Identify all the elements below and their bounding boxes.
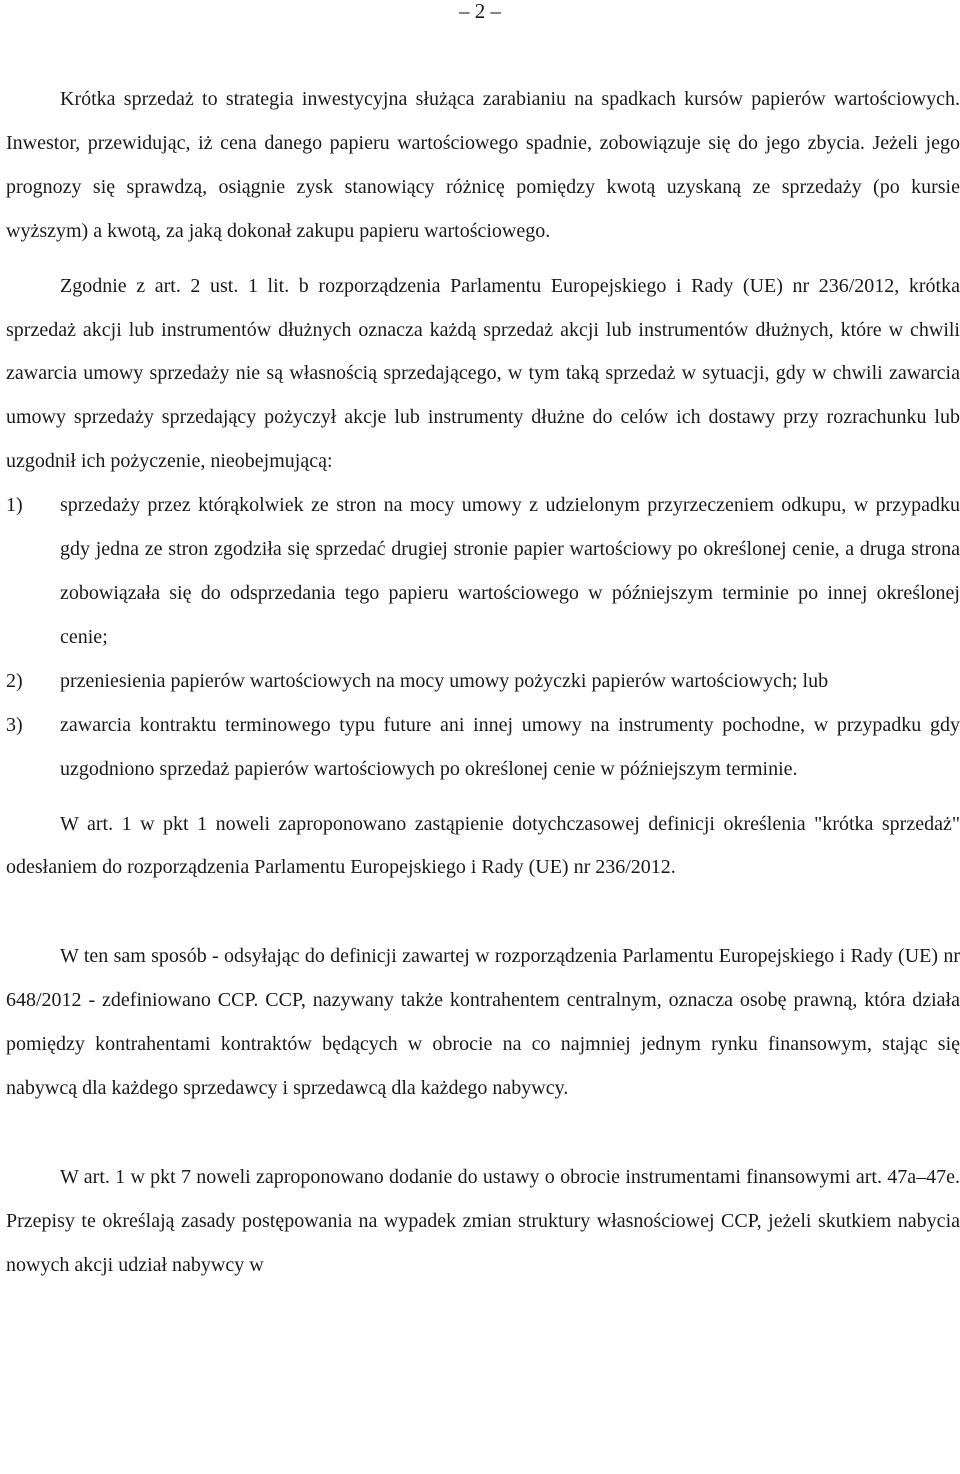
list-item	[6, 660, 960, 704]
paragraph-short-selling: Krótka sprzedaż to strategia inwestycyjna służąca zarabianiu na spadkach kursów papierów wartościowych. Inwestor, przewidując, iż cena danego papieru wartościowego spadnie, zobowiązuje się do jego zbycia. Jeżeli jego prognozy się sprawdzą, osiągnie zysk stanowiący różnicę pomiędzy kwotą uzyskaną ze sprzedaży (po kursie wyższym) a kwotą, za jaką dokonał zakupu papieru wartościowego.	[6, 88, 960, 242]
paragraph-regulation-definition: Zgodnie z art. 2 ust. 1 lit. b rozporządzenia Parlamentu Europejskiego i Rady (UE) nr 236/2012, krótka sprzedaż akcji lub instrumentów dłużnych oznacza każdą sprzedaż akcji lub instrumentów dłużnych, które w chwili zawarcia umowy sprzedaży nie są własnością sprzedającego, w tym taką sprzedaż w sytuacji, gdy w chwili zawarcia umowy sprzedaży sprzedający pożyczył akcje lub instrumenty dłużne do celów ich dostawy przy rozrachunku lub uzgodnił ich pożyczenie, nieobejmującą:	[6, 274, 960, 473]
list-item-number: 2)	[6, 669, 23, 692]
list-item-number: 1)	[6, 494, 23, 517]
list-item-text: zawarcia kontraktu terminowego typu future ani innej umowy na instrumenty pochodne, w przypadku gdy uzgodniono sprzedaż papierów wartościowych po określonej cenie w późniejszym terminie.	[60, 713, 960, 780]
list-item-text: sprzedaży przez którąkolwiek ze stron na mocy umowy z udzielonym przyrzeczeniem odkupu, w przypadku gdy jedna ze stron zgodziła się sprzedać drugiej stronie papier wartościowy po określonej cenie, a druga strona zobowiązała się do odsprzedania tego papieru wartościowego w późniejszym terminie po innej określonej cenie;	[60, 494, 960, 648]
document-body	[6, 78, 960, 1288]
list-item-text: przeniesienia papierów wartościowych na mocy umowy pożyczki papierów wartościowych; lub	[60, 669, 829, 692]
page-number: – 2 –	[459, 0, 501, 23]
paragraph-art1-pkt7: W art. 1 w pkt 7 noweli zaproponowano dodanie do ustawy o obrocie instrumentami finansowymi art. 47a–47e. Przepisy te określają zasady postępowania na wypadek zmian struktury własnościowej CCP, jeżeli skutkiem nabycia nowych akcji udział nabywcy w	[6, 1165, 960, 1276]
paragraph-ccp-definition: W ten sam sposób - odsyłając do definicji zawartej w rozporządzenia Parlamentu Europejskiego i Rady (UE) nr 648/2012 - zdefiniowano CCP. CCP, nazywany także kontrahentem centralnym, oznacza osobę prawną, która działa pomiędzy kontrahentami kontraktów będących w obrocie na co najmniej jednym rynku finansowym, stając się nabywcą dla każdego sprzedawcy i sprzedawcą dla każdego nabywcy.	[6, 945, 960, 1100]
list-item	[6, 704, 960, 792]
paragraph-art1-pkt1: W art. 1 w pkt 1 noweli zaproponowano zastąpienie dotychczasowej definicji określenia "krótka sprzedaż" odesłaniem do rozporządzenia Parlamentu Europejskiego i Rady (UE) nr 236/2012.	[6, 812, 960, 879]
list-item-number: 3)	[6, 713, 23, 736]
list-item	[6, 484, 960, 660]
